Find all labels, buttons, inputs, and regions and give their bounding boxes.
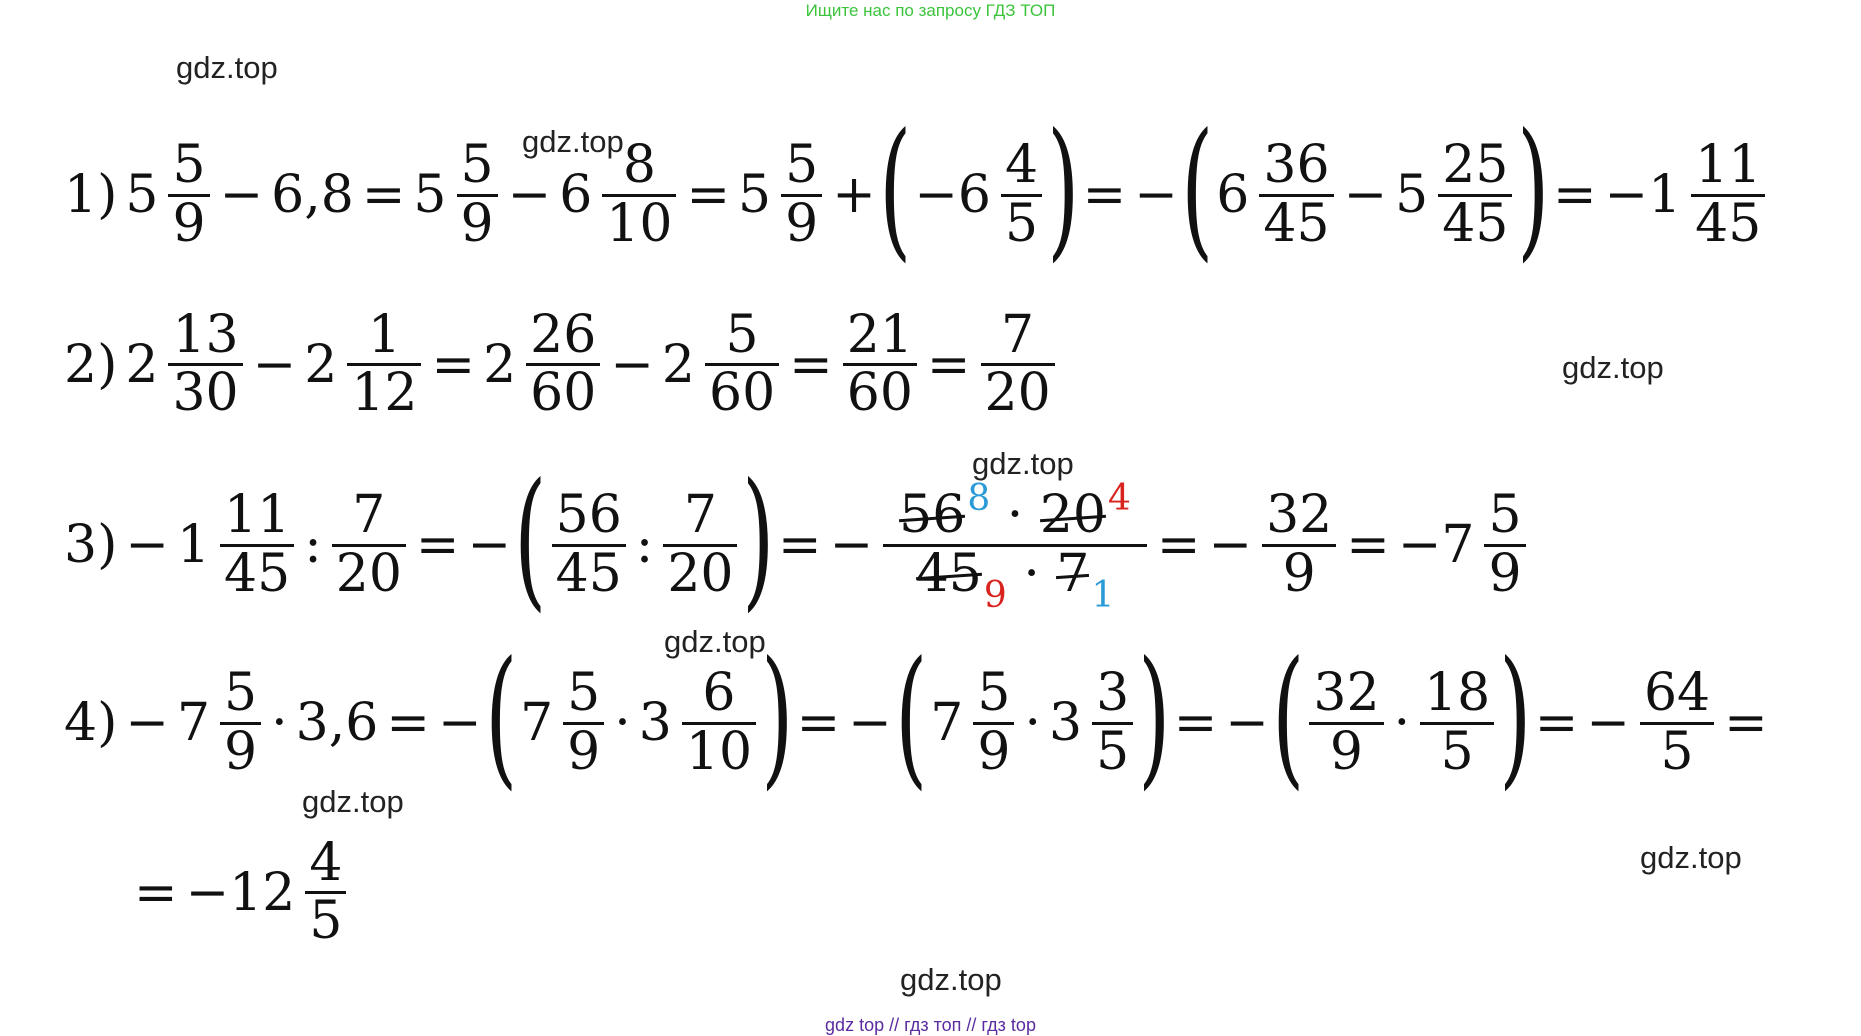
dot: · xyxy=(271,693,288,753)
fraction xyxy=(332,485,406,604)
whole: 6 xyxy=(1216,165,1250,225)
numerator: 25 xyxy=(1442,135,1509,196)
whole: 3 xyxy=(638,693,672,753)
operator: − xyxy=(219,165,264,225)
fraction xyxy=(705,305,779,424)
denominator: 10 xyxy=(606,193,673,254)
struck-number: 56 xyxy=(899,485,966,546)
denominator: 30 xyxy=(172,363,239,424)
denominator: 9 xyxy=(172,193,206,254)
fraction xyxy=(1640,663,1714,782)
fraction xyxy=(602,135,676,254)
operator: − xyxy=(1343,165,1388,225)
whole: 2 xyxy=(661,334,695,395)
struck-number: 20 xyxy=(1039,485,1107,546)
result-whole: −7 xyxy=(1397,515,1475,575)
numerator: 3 xyxy=(1096,663,1130,724)
fraction xyxy=(1001,135,1042,254)
right-paren: ) xyxy=(742,452,775,626)
watermark: gdz.top xyxy=(664,624,766,659)
denominator: 45 xyxy=(555,543,622,604)
denominator: 9 xyxy=(224,721,258,782)
numerator: 5 xyxy=(224,663,258,724)
numerator: 13 xyxy=(172,305,239,365)
denominator: 5 xyxy=(309,891,343,952)
numerator: 7 xyxy=(683,485,717,546)
operator: − xyxy=(1134,165,1178,225)
operator: − xyxy=(610,334,654,395)
fraction xyxy=(220,663,261,782)
denominator: 9 xyxy=(567,721,601,782)
watermark: gdz.top xyxy=(302,784,404,819)
struck-number: 7 xyxy=(1056,543,1090,604)
fraction xyxy=(1092,663,1133,782)
equals: = xyxy=(1724,693,1768,753)
denominator: 45 xyxy=(1695,193,1762,254)
fraction xyxy=(1420,663,1494,782)
cancelled-fraction xyxy=(883,478,1147,616)
whole: −6 xyxy=(914,165,991,225)
watermark: gdz.top xyxy=(1562,350,1664,385)
denominator: 9 xyxy=(460,193,494,254)
fraction xyxy=(843,305,917,424)
reduced-number: 9 xyxy=(983,574,1007,616)
equals: = xyxy=(1552,165,1597,225)
equals: = xyxy=(1534,693,1579,753)
fraction xyxy=(168,305,242,424)
denominator: 45 xyxy=(1263,193,1330,254)
fraction xyxy=(1309,663,1383,782)
denominator: 45 xyxy=(1442,193,1509,254)
denominator: 9 xyxy=(977,721,1011,782)
division-sign: : xyxy=(304,515,322,575)
whole: 1 xyxy=(176,515,211,575)
equals: = xyxy=(796,693,841,753)
numerator: 11 xyxy=(224,485,291,546)
denominator: 10 xyxy=(685,721,753,782)
watermark: gdz.top xyxy=(522,124,624,159)
numerator: 4 xyxy=(309,833,343,893)
fraction xyxy=(1259,135,1333,254)
equals: = xyxy=(431,334,476,395)
operator: − xyxy=(1586,693,1630,753)
operator: − xyxy=(467,515,512,575)
left-paren: ( xyxy=(894,630,928,804)
result-fraction xyxy=(981,305,1055,424)
operator: − xyxy=(125,515,169,575)
denominator: 20 xyxy=(667,543,734,604)
fraction xyxy=(220,485,294,604)
fraction xyxy=(1438,135,1512,254)
whole: 7 xyxy=(176,693,211,753)
result-whole: −1 xyxy=(1604,165,1682,225)
equals: = xyxy=(1346,515,1390,575)
operator: − xyxy=(125,693,169,753)
watermark: gdz.top xyxy=(1640,840,1742,875)
numerator: 26 xyxy=(530,305,597,365)
fraction xyxy=(168,135,209,254)
denominator: 9 xyxy=(1282,543,1316,604)
equation-4-continuation xyxy=(130,833,352,952)
header-note: Ищите нас по запросу ГДЗ ТОП xyxy=(805,1,1056,20)
numerator: 5 xyxy=(567,663,601,724)
numerator: 8 xyxy=(622,135,656,196)
equation-1 xyxy=(60,102,1771,276)
numerator: 32 xyxy=(1266,485,1333,546)
equals: = xyxy=(1082,165,1127,225)
operator: − xyxy=(848,693,892,753)
watermark: gdz.top xyxy=(900,962,1002,997)
fraction xyxy=(781,135,822,254)
equals: = xyxy=(686,165,731,225)
numerator: 64 xyxy=(1643,663,1711,724)
watermark: gdz.top xyxy=(176,50,278,85)
dot: · xyxy=(1006,485,1024,546)
numerator: 32 xyxy=(1313,663,1380,724)
fraction xyxy=(552,485,626,604)
operator: + xyxy=(832,165,876,225)
operator: − xyxy=(1225,693,1269,753)
left-paren: ( xyxy=(514,452,547,626)
struck-number: 45 xyxy=(915,543,982,604)
equals: = xyxy=(415,515,460,575)
whole: 2 xyxy=(483,334,517,395)
numerator: 5 xyxy=(725,305,759,365)
numerator: 36 xyxy=(1263,135,1330,196)
whole: 7 xyxy=(930,693,964,753)
right-paren: ) xyxy=(1138,630,1171,804)
equals: = xyxy=(1156,515,1201,575)
problem-label: 4) xyxy=(64,693,118,753)
numerator: 5 xyxy=(172,135,206,196)
left-paren: ( xyxy=(878,102,912,276)
result-fraction xyxy=(1484,485,1525,604)
equals: = xyxy=(361,165,406,225)
numerator: 56 xyxy=(555,485,622,546)
numerator xyxy=(883,478,1147,546)
equals: = xyxy=(386,693,430,753)
fraction xyxy=(1262,485,1336,604)
whole: 5 xyxy=(413,165,447,225)
denominator: 9 xyxy=(1329,721,1364,782)
left-paren: ( xyxy=(1272,630,1305,804)
denominator: 60 xyxy=(846,363,913,424)
problem-label: 3) xyxy=(64,515,118,575)
equals: = xyxy=(789,334,833,395)
dot: · xyxy=(1024,693,1041,753)
numerator: 18 xyxy=(1424,663,1491,724)
equation-2 xyxy=(60,305,1061,424)
whole: 5 xyxy=(738,165,772,225)
problem-label: 1) xyxy=(64,165,118,225)
reduced-number: 4 xyxy=(1108,478,1131,520)
whole: 7 xyxy=(520,693,554,753)
left-paren: ( xyxy=(484,630,517,804)
decimal: 3,6 xyxy=(295,693,379,753)
equals: = xyxy=(1173,693,1218,753)
denominator: 45 xyxy=(224,543,291,604)
numerator: 5 xyxy=(977,663,1011,724)
denominator: 12 xyxy=(351,363,418,424)
numerator: 11 xyxy=(1695,135,1762,196)
right-paren: ) xyxy=(761,630,794,804)
whole: 3 xyxy=(1048,693,1083,753)
denominator: 20 xyxy=(335,543,402,604)
right-paren: ) xyxy=(1517,102,1550,276)
problem-label: 2) xyxy=(64,334,118,395)
equals: = xyxy=(778,515,822,575)
whole: 2 xyxy=(125,334,159,395)
denominator: 5 xyxy=(1660,721,1694,782)
numerator: 5 xyxy=(1488,485,1522,546)
footer: gdz top // гдз топ // гдз top xyxy=(825,1015,1036,1035)
numerator: 5 xyxy=(460,135,494,196)
operator: − xyxy=(252,334,297,395)
whole: 2 xyxy=(304,334,338,395)
result-fraction xyxy=(305,833,346,952)
numerator: 7 xyxy=(352,485,386,546)
reduced-number: 8 xyxy=(967,478,991,520)
watermark: gdz.top xyxy=(972,446,1074,481)
fraction xyxy=(563,663,604,782)
dot: · xyxy=(1393,693,1411,753)
equals: = xyxy=(134,862,178,923)
equals: = xyxy=(926,334,971,395)
reduced-number: 1 xyxy=(1091,574,1115,616)
right-paren: ) xyxy=(1047,102,1080,276)
fraction xyxy=(973,663,1014,782)
numerator: 6 xyxy=(702,663,736,724)
operator: − xyxy=(507,165,552,225)
left-paren: ( xyxy=(1180,102,1214,276)
result-fraction xyxy=(1691,135,1765,254)
denominator: 9 xyxy=(1488,543,1522,604)
fraction xyxy=(457,135,498,254)
denominator: 5 xyxy=(1440,721,1474,782)
fraction xyxy=(663,485,737,604)
denominator xyxy=(900,543,1131,616)
numerator: 5 xyxy=(785,135,819,196)
operator: − xyxy=(829,515,874,575)
fraction xyxy=(526,305,600,424)
numerator: 7 xyxy=(1001,305,1035,365)
right-paren: ) xyxy=(1499,630,1532,804)
denominator: 5 xyxy=(1096,721,1130,782)
dot: · xyxy=(614,693,631,753)
whole: 5 xyxy=(125,165,159,225)
denominator: 20 xyxy=(984,363,1051,424)
whole: 5 xyxy=(1395,165,1429,225)
denominator: 60 xyxy=(530,363,597,424)
operator: − xyxy=(1208,515,1253,575)
fraction xyxy=(347,305,421,424)
denominator: 5 xyxy=(1004,193,1039,254)
denominator: 9 xyxy=(785,193,819,254)
operator: − xyxy=(437,693,482,753)
whole: 6 xyxy=(559,165,593,225)
numerator: 21 xyxy=(846,305,913,365)
dot: · xyxy=(1023,543,1040,604)
decimal: 6,8 xyxy=(271,165,354,225)
denominator: 60 xyxy=(709,363,776,424)
division-sign: : xyxy=(635,515,654,575)
numerator: 1 xyxy=(367,305,401,365)
result-whole: −12 xyxy=(185,862,296,923)
fraction xyxy=(682,663,756,782)
numerator: 4 xyxy=(1004,135,1039,196)
